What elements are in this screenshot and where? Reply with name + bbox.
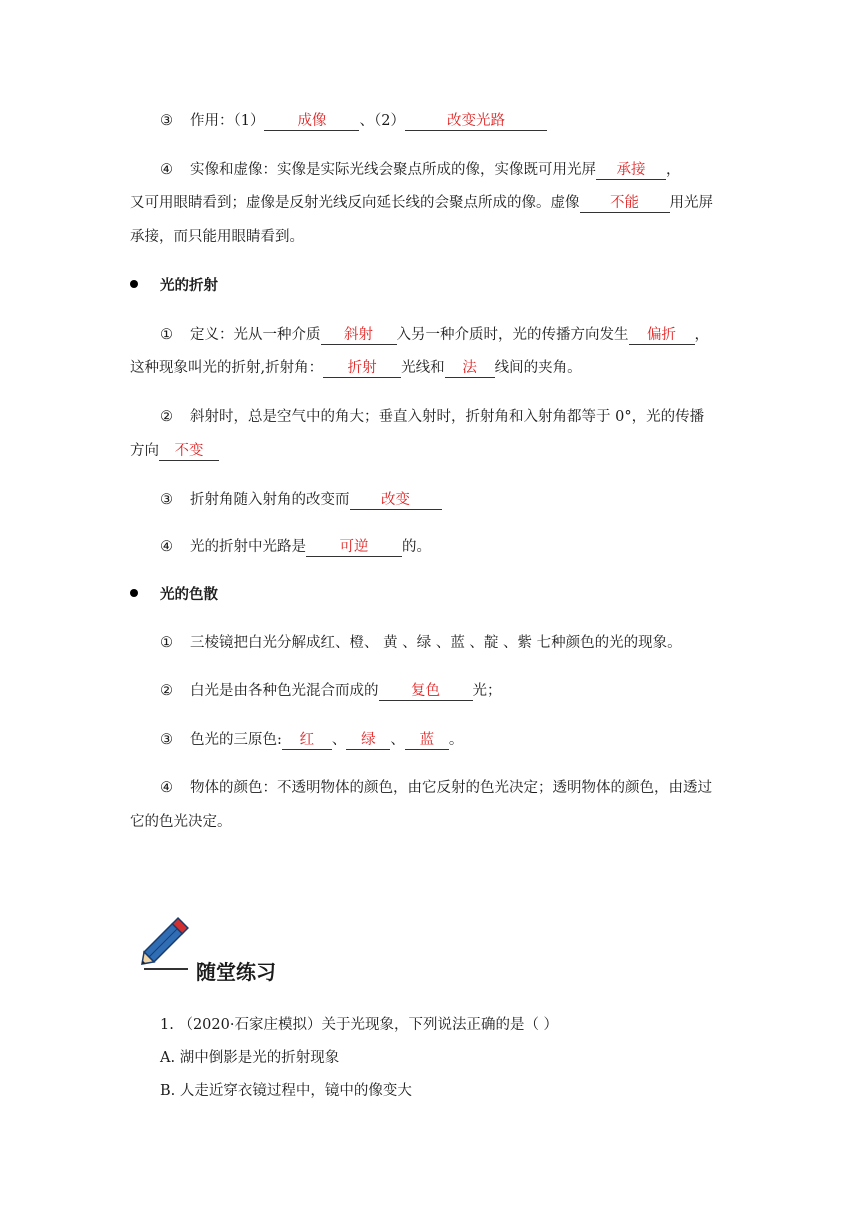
bullet-dot — [130, 280, 138, 288]
item-text: 承接，而只能用眼睛看到。 — [130, 229, 304, 245]
item-number: ③ — [160, 492, 173, 508]
dispersion-item-4-line1 — [130, 778, 712, 798]
reflection-item-4-line2 — [130, 193, 713, 213]
item-text: 色光的三原色: — [190, 732, 282, 748]
item-number: ④ — [160, 780, 173, 796]
item-text: 白光是由各种色光混合而成的 — [190, 683, 379, 699]
dispersion-heading — [130, 585, 218, 605]
answer-blank: 成像 — [264, 112, 359, 131]
reflection-item-3 — [130, 111, 547, 131]
answer-blank: 承接 — [596, 161, 666, 180]
item-text: 。 — [448, 732, 464, 748]
answer-blank: 斜射 — [321, 326, 397, 345]
answer-blank: 绿 — [346, 731, 390, 750]
answer-blank: 折射 — [323, 359, 401, 378]
item-number: ② — [160, 683, 173, 699]
item-number: ① — [160, 635, 173, 651]
dispersion-item-4-line2 — [130, 812, 232, 832]
item-text: 用光屏 — [669, 195, 713, 211]
item-text: 折射角随入射角的改变而 — [190, 492, 350, 508]
item-text: 光线和 — [401, 360, 445, 376]
question-1: 1. （2020·石家庄模拟）关于光现象，下列说法正确的是（ ） — [160, 1017, 559, 1033]
item-text: 光的折射中光路是 — [190, 539, 306, 555]
reflection-item-4-line3 — [130, 227, 304, 247]
item-text: 线间的夹角。 — [494, 360, 582, 376]
item-text: 这种现象叫光的折射,折射角： — [130, 360, 324, 376]
answer-blank: 红 — [282, 731, 332, 750]
item-text: 的。 — [402, 539, 431, 555]
refraction-item-1-line2 — [130, 358, 582, 378]
refraction-item-4 — [130, 537, 431, 557]
answer-blank: 不变 — [159, 442, 219, 461]
item-text: 它的色光决定。 — [130, 814, 232, 830]
item-text: 入另一种介质时，光的传播方向发生 — [396, 327, 629, 343]
answer-blank: 蓝 — [405, 731, 449, 750]
refraction-heading — [130, 276, 218, 296]
answer-blank: 法 — [445, 359, 495, 378]
answer-blank: 改变光路 — [405, 112, 547, 131]
option-a: A. 湖中倒影是光的折射现象 — [160, 1050, 340, 1066]
item-text: 、（2） — [359, 113, 405, 129]
bullet-dot — [130, 589, 138, 597]
refraction-item-2-line1 — [130, 407, 704, 427]
item-text: 光； — [472, 683, 502, 699]
heading-text: 光的色散 — [160, 587, 218, 603]
answer-blank: 改变 — [350, 491, 442, 510]
heading-text: 光的折射 — [160, 278, 218, 294]
item-text: 物体的颜色：不透明物体的颜色，由它反射的色光决定；透明物体的颜色，由透过 — [190, 780, 712, 796]
item-text: 定义：光从一种介质 — [190, 327, 321, 343]
item-number: ④ — [160, 162, 173, 178]
section-title-line — [144, 968, 188, 970]
pencil-icon — [136, 910, 196, 970]
item-text: 作用：（1） — [190, 113, 265, 129]
item-number: ④ — [160, 539, 173, 555]
item-number: ① — [160, 327, 173, 343]
answer-blank: 复色 — [379, 682, 473, 701]
dispersion-item-1 — [130, 633, 682, 653]
item-number: ② — [160, 409, 173, 425]
option-b: B. 人走近穿衣镜过程中，镜中的像变大 — [160, 1083, 412, 1099]
answer-blank: 偏折 — [629, 326, 695, 345]
item-number: ③ — [160, 113, 173, 129]
item-number: ③ — [160, 732, 173, 748]
refraction-item-2-line2 — [130, 441, 219, 461]
refraction-item-1-line1 — [130, 325, 709, 345]
item-text: 、 — [331, 732, 347, 748]
item-text: 三棱镜把白光分解成红、橙、 黄 、绿 、蓝 、靛 、紫 七种颜色的光的现象。 — [190, 635, 682, 651]
dispersion-item-2 — [130, 681, 502, 701]
item-text: ， — [666, 162, 681, 178]
refraction-item-3 — [130, 490, 442, 510]
dispersion-item-3 — [130, 730, 463, 750]
practice-section-title: 随堂练习 — [196, 960, 276, 984]
answer-blank: 不能 — [580, 194, 670, 213]
reflection-item-4-line1 — [130, 160, 681, 180]
item-text: ， — [694, 327, 709, 343]
item-text: 斜射时，总是空气中的角大；垂直入射时，折射角和入射角都等于 0°，光的传播 — [190, 409, 705, 425]
answer-blank: 可逆 — [306, 538, 402, 557]
item-text: 、 — [390, 732, 405, 748]
item-text: 方向 — [130, 443, 159, 459]
item-text: 实像和虚像：实像是实际光线会聚点所成的像，实像既可用光屏 — [190, 162, 596, 178]
item-text: 又可用眼睛看到；虚像是反射光线反向延长线的会聚点所成的像。虚像 — [130, 195, 580, 211]
